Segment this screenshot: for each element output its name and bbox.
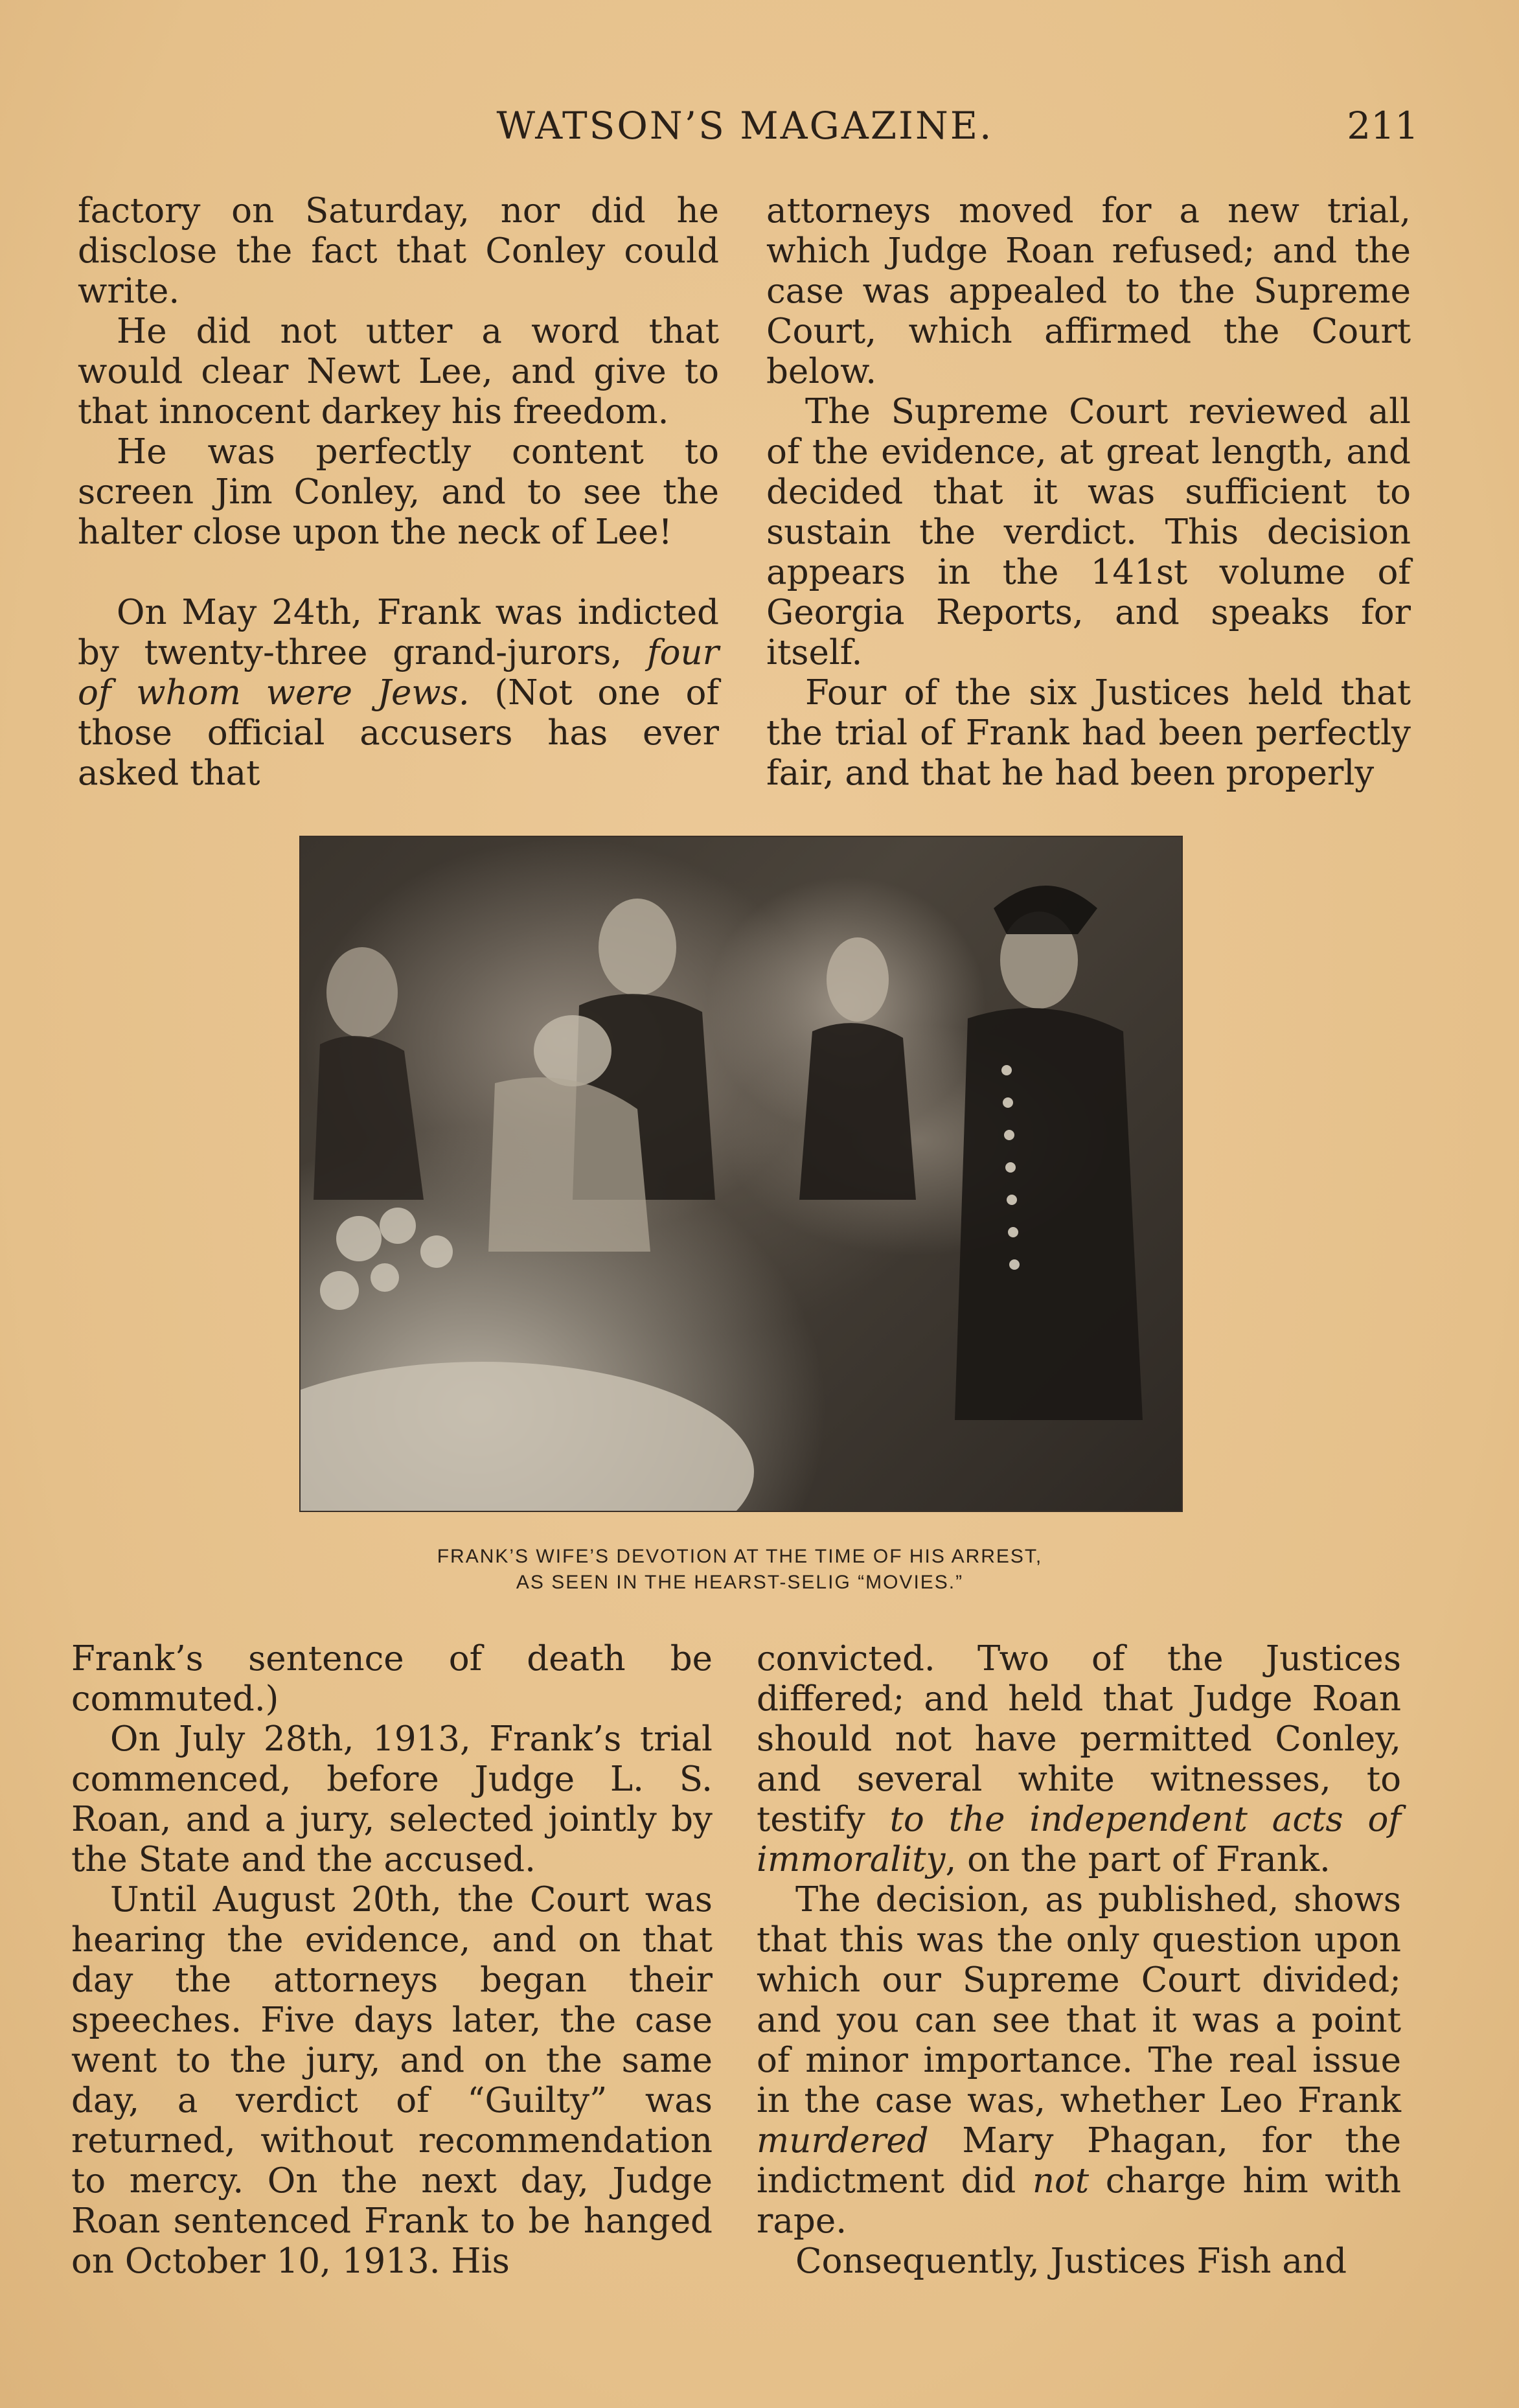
column-top-right <box>766 191 1411 794</box>
text-run: , on the part of Frank. <box>945 1840 1331 1879</box>
paragraph: attorneys moved for a new trial, which Judge Roan refused; and the case was appealed to the Supreme Court, which affirmed the Court below. <box>766 191 1411 391</box>
paragraph <box>757 1639 1401 1880</box>
paragraph: factory on Saturday, nor did he disclose the fact that Conley could write. <box>78 191 719 311</box>
column-bottom-left <box>71 1639 713 2282</box>
paragraph-gap <box>78 553 719 593</box>
figure-helmet <box>994 886 1097 934</box>
text-run: On May 24th, Frank was indicted by twenty-three grand-jurors, <box>78 593 719 672</box>
emphasis-text: to the independent acts of immorality <box>757 1800 1401 1879</box>
page-number: 211 <box>1347 104 1419 148</box>
paragraph: On July 28th, 1913, Frank’s trial commenced, before Judge L. S. Roan, and a jury, selected jointly by the State and the accused. <box>71 1719 713 1879</box>
halftone-photograph <box>299 836 1183 1512</box>
text-run: (Not one of those official accusers has ever asked that <box>78 673 720 793</box>
paragraph <box>78 593 719 794</box>
figure-body <box>955 1008 1143 1420</box>
text-run: convicted. Two of the Justices differed; and held that Judge Roan should not have permitted Conley, and several white witnesses, to testify <box>757 1639 1401 1839</box>
emphasis-text: murdered <box>757 2121 929 2161</box>
emphasis-text: four of whom were Jews. <box>78 633 719 713</box>
paragraph: Frank’s sentence of death be commuted.) <box>71 1639 713 1719</box>
figure-head <box>534 1015 611 1086</box>
figure-head <box>326 947 398 1038</box>
paragraph: He did not utter a word that would clear Newt Lee, and give to that innocent darkey his freedom. <box>78 312 719 431</box>
figure-caption <box>299 1544 1180 1596</box>
figure-head <box>599 899 676 996</box>
paragraph: He was perfectly content to screen Jim Conley, and to see the halter close upon the neck of Lee! <box>78 432 719 552</box>
table-shape <box>301 1362 754 1511</box>
page-header <box>71 104 1419 162</box>
flowers <box>320 1208 453 1310</box>
paragraph <box>757 1880 1401 2242</box>
column-bottom-right <box>757 1639 1401 2282</box>
running-title: WATSON’S MAGAZINE. <box>496 104 994 148</box>
emphasis-text: not <box>1032 2161 1090 2201</box>
column-top-left <box>78 191 719 794</box>
figure-body <box>799 1023 916 1200</box>
caption-line: FRANK’S WIFE’S DEVOTION AT THE TIME OF HIS ARREST, <box>437 1546 1043 1567</box>
paragraph: Four of the six Justices held that the trial of Frank had been perfectly fair, and that he had been properly <box>766 673 1411 793</box>
figure-body <box>314 1036 424 1200</box>
photo-illustration <box>301 837 1182 1511</box>
figure-body <box>488 1077 650 1252</box>
paragraph: Consequently, Justices Fish and <box>795 2242 1347 2281</box>
text-run: The decision, as published, shows that this was the only question upon which our Supreme Court divided; and you can see that it was a point of minor importance. The real issue in the case was, whether Leo Frank <box>757 1880 1401 2120</box>
text-run: charge him with rape. <box>757 2161 1401 2241</box>
caption-line: AS SEEN IN THE HEARST-SELIG “MOVIES.” <box>516 1572 964 1593</box>
text-run: Mary Phagan, for the indictment did <box>757 2121 1401 2201</box>
figure-head <box>827 937 889 1022</box>
paragraph: The Supreme Court reviewed all of the evidence, at great length, and decided that it was sufficient to sustain the verdict. This decision appears in the 141st volume of Georgia Reports, and speaks for itself. <box>766 392 1411 672</box>
paragraph: Until August 20th, the Court was hearing the evidence, and on that day the attorneys began their speeches. Five days later, the case went to the jury, and on the same day, a verdict of “Guilty” was returned, without recommendation to mercy. On the next day, Judge Roan sentenced Frank to be hanged on October 10, 1913. His <box>71 1880 713 2281</box>
